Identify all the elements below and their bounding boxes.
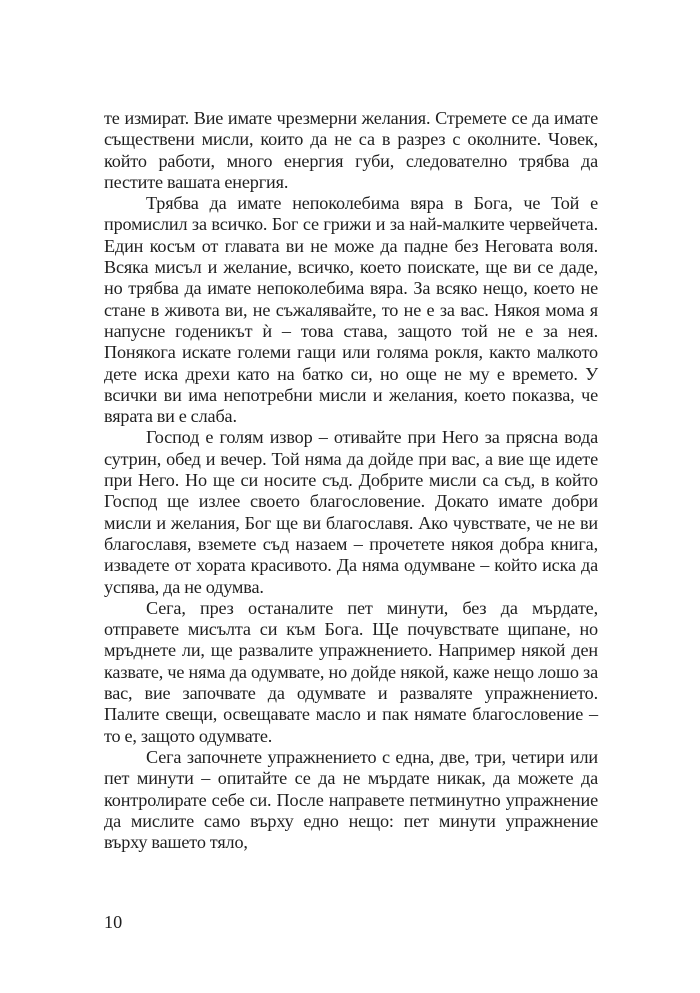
paragraph: Сега започнете упражнението с една, две, три, четири или пет минути – опитайте се да не мърдате никак, да можете да контролирате себе си. После направете петминутно упражнение да мислите само върху едно нещо: пет минути упражнение върху вашето тяло,	[104, 746, 598, 853]
paragraph: Господ е голям извор – отивайте при Него за прясна вода сутрин, обед и вечер. Той няма да дойде при вас, а вие ще идете при Него. Но ще си носите съд. Добрите мисли са съд, в който Господ ще излее своето благословение. Докато имате добри мисли и желания, Бог ще ви благославя. Ако чувствате, че не ви благославя, вземете съд назаем – прочетете някоя добра книга, извадете от хората красивото. Да няма одумване – който иска да успява, да не одумва.	[104, 427, 598, 597]
page-number: 10	[104, 912, 123, 932]
paragraph-continued: те измират. Вие имате чрезмерни желания. Стремете се да имате съществени мисли, които да не са в разрез с околните. Човек, който работи, много енергия губи, следователно трябва да пестите вашата енергия.	[104, 108, 598, 192]
paragraph: Сега, през останалите пет минути, без да мърдате, отправете мисълта си към Бога. Ще почувствате щипане, но мръднете ли, ще развалите упражнението. Например някой ден казвате, че няма да одумвате, но дойде някой, каже нещо лошо за вас, вие започвате да одумвате и разваляте упражнението. Палите свещи, освещавате масло и пак нямате благословение – то е, защото одумвате.	[104, 597, 598, 746]
body-text	[104, 108, 598, 853]
paragraph: Трябва да имате непоколебима вяра в Бога, че Той е промислил за всичко. Бог се грижи и за най-малките червейчета. Един косъм от главата ви не може да падне без Неговата воля. Всяка мисъл и желание, всичко, което поискате, ще ви се даде, но трябва да имате непоколебима вяра. За всяко нещо, което не стане в живота ви, не съжалявайте, то не е за вас. Някоя мома я напусне годеникът ѝ – това става, защото той не е за нея. Понякога искате големи гащи или голяма рокля, както малкото дете иска дрехи като на батко си, но още не му е времето. У всички ви има непотребни мисли и желания, което показва, че вярата ви е слаба.	[104, 193, 598, 427]
